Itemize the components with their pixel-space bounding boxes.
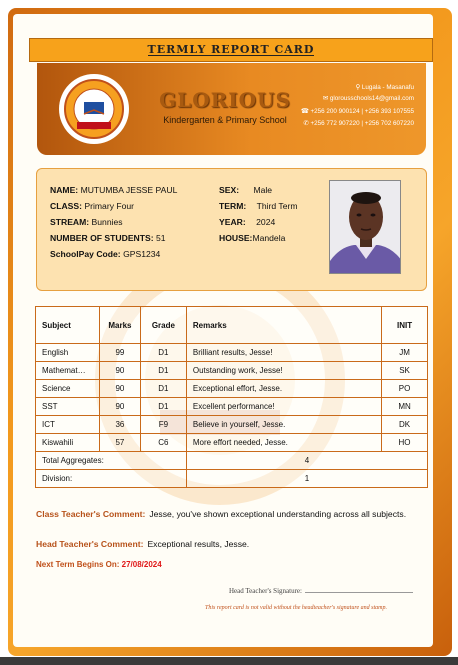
school-subtitle: Kindergarten & Primary School [163, 115, 287, 125]
marks-cell: 57 [99, 434, 140, 452]
header-grade: Grade [140, 307, 186, 344]
table-row [36, 398, 428, 416]
subject-cell: ICT [36, 416, 100, 434]
student-photo [329, 180, 401, 274]
init-cell: JM [382, 344, 428, 362]
subject-cell: English [36, 344, 100, 362]
aggregates-row [36, 452, 428, 470]
bottom-bar [0, 657, 458, 665]
header-subject: Subject [36, 307, 100, 344]
aggregates-label: Total Aggregates: [36, 452, 187, 470]
remarks-cell: Excellent performance! [186, 398, 381, 416]
school-crest-icon [63, 78, 125, 140]
student-portrait-icon [330, 181, 401, 274]
head-teacher-comment: Head Teacher's Comment: Exceptional results, Jesse. [36, 539, 250, 549]
remarks-cell: Brilliant results, Jesse! [186, 344, 381, 362]
student-term: TERM: Third Term [219, 201, 298, 211]
init-cell: PO [382, 380, 428, 398]
phone-icon: ☎ [300, 108, 311, 115]
grade-cell: D1 [140, 344, 186, 362]
aggregates-value: 4 [186, 452, 427, 470]
schoolpay-code: SchoolPay Code: GPS1234 [50, 249, 161, 259]
init-cell: SK [382, 362, 428, 380]
student-name: NAME: MUTUMBA JESSE PAUL [50, 185, 178, 195]
grade-cell: F9 [140, 416, 186, 434]
school-phone-2: ✆ +256 772 907220 | +256 702 607220 [303, 120, 414, 127]
header-init: INIT [382, 307, 428, 344]
grade-cell: D1 [140, 380, 186, 398]
division-value: 1 [186, 470, 427, 488]
remarks-cell: Believe in yourself, Jesse. [186, 416, 381, 434]
student-house: HOUSE:Mandela [219, 233, 286, 243]
report-title: TERMLY REPORT CARD [29, 38, 433, 62]
table-row [36, 416, 428, 434]
marks-cell: 90 [99, 398, 140, 416]
student-stream: STREAM: Bunnies [50, 217, 123, 227]
student-sex: SEX: Male [219, 185, 273, 195]
student-class: CLASS: Primary Four [50, 201, 135, 211]
table-row [36, 344, 428, 362]
division-row [36, 470, 428, 488]
mobile-icon: ✆ [303, 120, 311, 127]
school-name: GLORIOUS [159, 88, 291, 112]
subject-cell: SST [36, 398, 100, 416]
table-header-row [36, 307, 428, 344]
init-cell: HO [382, 434, 428, 452]
school-logo [59, 74, 129, 144]
school-email: ✉ glorousschools14@gmail.com [322, 95, 414, 102]
student-year: YEAR: 2024 [219, 217, 276, 227]
remarks-cell: Exceptional effort, Jesse. [186, 380, 381, 398]
grade-cell: D1 [140, 398, 186, 416]
location-pin-icon: ⚲ [355, 84, 362, 91]
class-teacher-comment: Class Teacher's Comment: Jesse, you've shown exceptional understanding across all subjects. [36, 509, 407, 519]
subject-cell: Science [36, 380, 100, 398]
marks-cell: 90 [99, 380, 140, 398]
next-term-date: Next Term Begins On: 27/08/2024 [36, 560, 162, 569]
school-phone-1: ☎ +256 200 900124 | +256 393 107555 [300, 108, 414, 115]
header-marks: Marks [99, 307, 140, 344]
school-location: ⚲ Lugala - Masanafu [355, 84, 414, 91]
table-row [36, 380, 428, 398]
subject-cell: Mathemat… [36, 362, 100, 380]
init-cell: MN [382, 398, 428, 416]
email-icon: ✉ [322, 95, 330, 102]
validity-note: This report card is not valid without the headteacher's signature and stamp. [205, 605, 387, 611]
table-row [36, 434, 428, 452]
grade-cell: C6 [140, 434, 186, 452]
marks-cell: 36 [99, 416, 140, 434]
marks-cell: 99 [99, 344, 140, 362]
division-label: Division: [36, 470, 187, 488]
marks-table [35, 306, 428, 488]
marks-cell: 90 [99, 362, 140, 380]
remarks-cell: More effort needed, Jesse. [186, 434, 381, 452]
signature-line: Head Teacher's Signature: [229, 587, 413, 595]
subject-cell: Kiswahili [36, 434, 100, 452]
table-row [36, 362, 428, 380]
grade-cell: D1 [140, 362, 186, 380]
student-count: NUMBER OF STUDENTS: 51 [50, 233, 166, 243]
remarks-cell: Outstanding work, Jesse! [186, 362, 381, 380]
init-cell: DK [382, 416, 428, 434]
header-remarks: Remarks [186, 307, 381, 344]
